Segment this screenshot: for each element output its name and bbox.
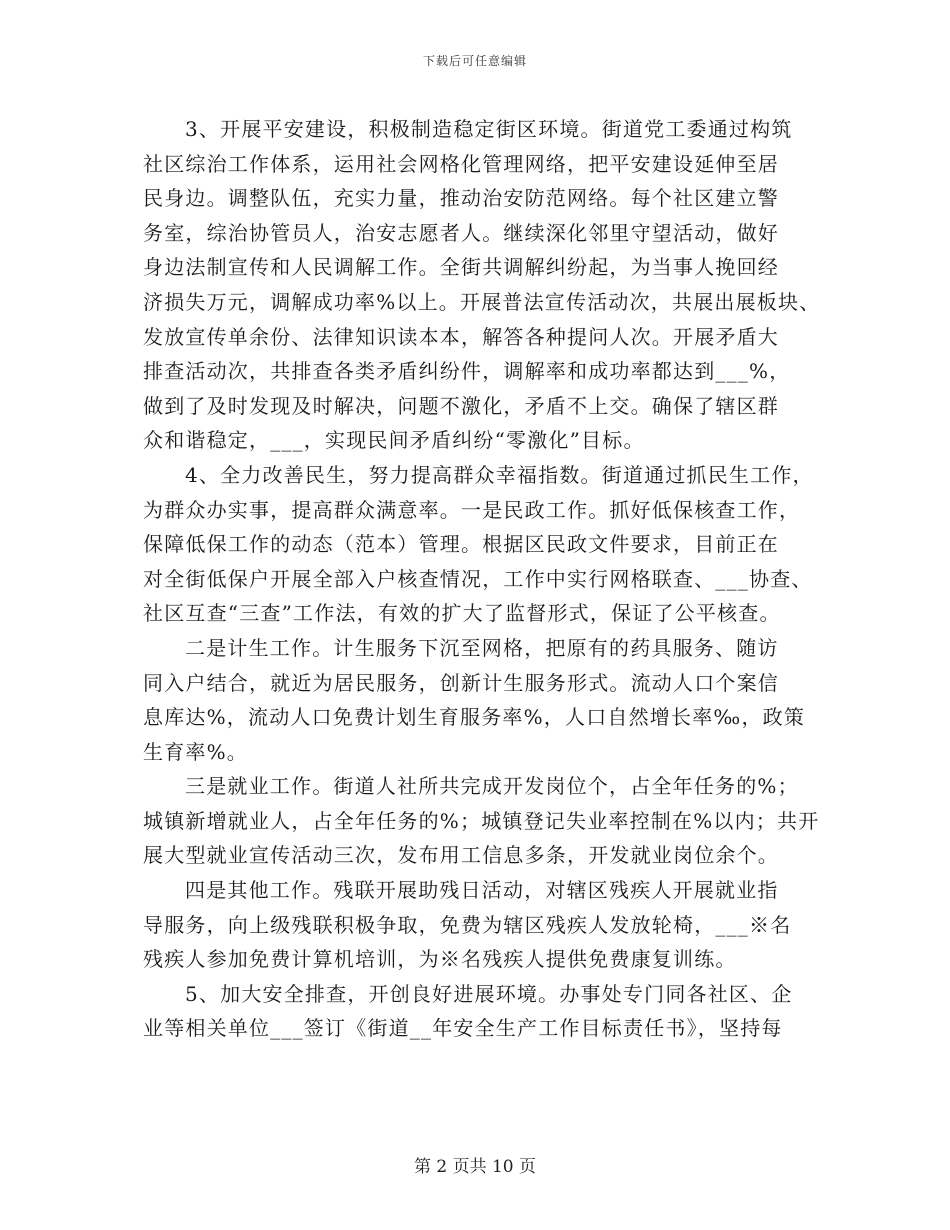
text-line: 对全街低保户开展全部入户核查情况，工作中实行网格联查、___协查、 xyxy=(143,566,813,591)
text-line: 导服务，向上级残联积极争取，免费为辖区残疾人发放轮椅，___※名 xyxy=(143,912,792,937)
text-line: 展大型就业宣传活动三次，发布用工信息多条，开发就业岗位余个。 xyxy=(143,843,779,868)
text-line: 三是就业工作。街道人社所共完成开发岗位个，占全年任务的%； xyxy=(185,774,799,799)
text-line: 3、开展平安建设，积极制造稳定街区环境。街道党工委通过构筑 xyxy=(185,117,793,141)
text-line: 务室，综治协管员人，治安志愿者人。继续深化邻里守望活动，做好 xyxy=(143,220,779,245)
text-line: 息库达%，流动人口免费计划生育服务率%，人口自然增长率‰，政策 xyxy=(143,705,806,730)
text-line: 民身边。调整队伍，充实力量，推动治安防范网络。每个社区建立警 xyxy=(143,186,779,211)
text-line: 4、全力改善民生，努力提高群众幸福指数。街道通过抓民生工作， xyxy=(185,462,814,487)
page-number-footer: 第 2 页共 10 页 xyxy=(413,1157,537,1177)
text-line: 济损失万元，调解成功率%以上。开展普法宣传活动次，共展出展板块、 xyxy=(143,289,821,314)
text-line: 四是其他工作。残联开展助残日活动，对辖区残疾人开展就业指 xyxy=(185,878,779,903)
text-line: 排查活动次，共排查各类矛盾纠纷件，调解率和成功率都达到___%， xyxy=(143,359,791,384)
document-body xyxy=(143,112,821,1046)
text-line: 做到了及时发现及时解决，问题不激化，矛盾不上交。确保了辖区群 xyxy=(143,393,779,418)
text-line: 生育率%。 xyxy=(143,739,249,764)
text-line: 残疾人参加免费计算机培训，为※名残疾人提供免费康复训练。 xyxy=(143,947,737,972)
page-header: 下载后可任意编辑 xyxy=(422,54,527,68)
text-line: 城镇新增就业人，占全年任务的%；城镇登记失业率控制在%以内；共开 xyxy=(143,808,820,833)
text-line: 社区综治工作体系，运用社会网格化管理网络，把平安建设延伸至居 xyxy=(143,151,779,176)
text-line: 同入户结合，就近为居民服务，创新计生服务形式。流动人口个案信 xyxy=(143,670,779,695)
text-line: 二是计生工作。计生服务下沉至网格，把原有的药具服务、随访 xyxy=(185,635,779,660)
text-line: 保障低保工作的动态（范本）管理。根据区民政文件要求，目前正在 xyxy=(143,532,779,557)
text-line: 社区互查“三查”工作法，有效的扩大了监督形式，保证了公平核查。 xyxy=(143,601,781,626)
text-line: 为群众办实事，提高群众满意率。一是民政工作。抓好低保核查工作， xyxy=(143,497,801,522)
text-line: 业等相关单位___签订《街道__年安全生产工作目标责任书》，坚持每 xyxy=(143,1016,783,1041)
text-line: 发放宣传单余份、法律知识读本本，解答各种提问人次。开展矛盾大 xyxy=(143,324,779,349)
text-line: 身边法制宣传和人民调解工作。全街共调解纠纷起，为当事人挽回经 xyxy=(143,255,779,280)
text-line: 众和谐稳定，___，实现民间矛盾纠纷“零激化”目标。 xyxy=(143,428,645,453)
text-line: 5、加大安全排查，开创良好进展环境。办事处专门同各社区、企 xyxy=(185,981,793,1006)
